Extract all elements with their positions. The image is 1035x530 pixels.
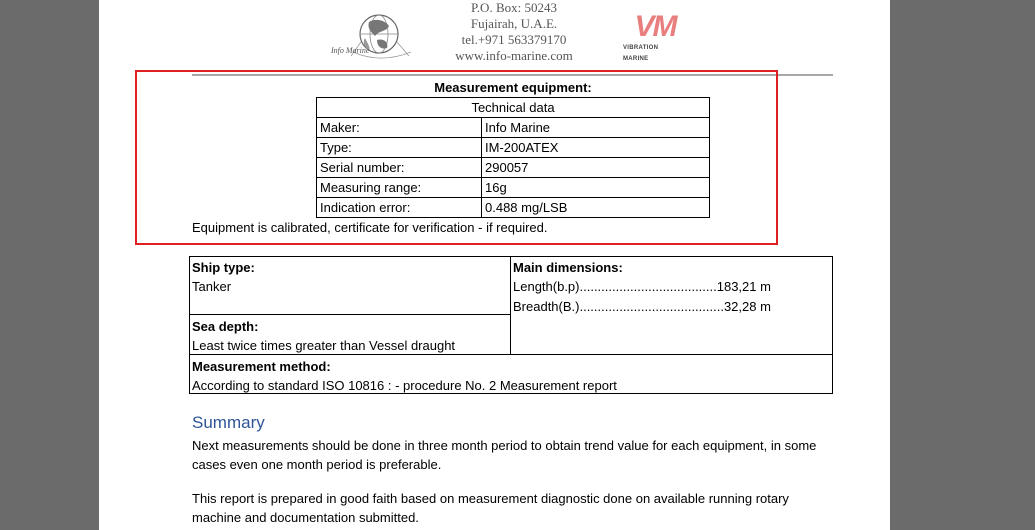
row-value: 0.488 mg/LSB [482, 198, 710, 218]
table-row [317, 118, 710, 138]
table-row [317, 138, 710, 158]
logo-left-text: Info Marine [331, 46, 370, 55]
sea-depth-label: Sea depth: [192, 319, 259, 334]
measurement-method-label: Measurement method: [192, 359, 331, 374]
ship-info-table [189, 256, 833, 394]
address-line: www.info-marine.com [455, 48, 573, 63]
info-marine-logo [331, 8, 423, 64]
row-label: Type: [317, 138, 482, 158]
row-label: Maker: [317, 118, 482, 138]
table-row [317, 98, 710, 118]
sea-depth-value: Least twice times greater than Vessel draught [192, 338, 456, 353]
address-line: P.O. Box: 50243 [471, 0, 557, 15]
address-line: Fujairah, U.A.E. [470, 16, 558, 31]
document-page [99, 0, 890, 530]
row-label: Indication error: [317, 198, 482, 218]
breadth-value: Breadth(B.)........................................32,28 m [513, 299, 771, 314]
table-divider [190, 314, 510, 315]
company-address [439, 0, 589, 64]
main-dimensions-label: Main dimensions: [513, 260, 623, 275]
table-divider [510, 257, 511, 354]
row-value: Info Marine [482, 118, 710, 138]
table-row [317, 158, 710, 178]
vm-logo-sub1: VIBRATION [623, 45, 659, 51]
vibration-marine-logo [619, 12, 691, 66]
calibration-note: Equipment is calibrated, certificate for verification - if required. [192, 220, 548, 235]
row-value: 16g [482, 178, 710, 198]
table-header: Technical data [317, 98, 710, 118]
summary-heading: Summary [192, 413, 265, 432]
ship-type-value: Tanker [192, 279, 232, 294]
summary-paragraph: Next measurements should be done in three month period to obtain trend value for each equipment, in some cases even one month period is preferable. [192, 438, 817, 472]
equipment-title: Measurement equipment: [434, 80, 592, 95]
vm-logo-text: VM [634, 10, 676, 43]
length-value: Length(b.p)......................................183,21 m [513, 279, 771, 294]
technical-data-table [316, 97, 710, 218]
row-value: 290057 [482, 158, 710, 178]
address-line: tel.+971 563379170 [461, 32, 567, 47]
row-label: Serial number: [317, 158, 482, 178]
measurement-method-value: According to standard ISO 10816 : - procedure No. 2 Measurement report [192, 378, 617, 393]
ship-type-label: Ship type: [192, 260, 255, 275]
table-row [317, 198, 710, 218]
row-value: IM-200ATEX [482, 138, 710, 158]
vm-logo-sub2: MARINE [623, 56, 649, 62]
summary-paragraph: This report is prepared in good faith based on measurement diagnostic done on available running rotary machine and documentation submitted. [192, 491, 789, 525]
table-row [317, 178, 710, 198]
row-label: Measuring range: [317, 178, 482, 198]
